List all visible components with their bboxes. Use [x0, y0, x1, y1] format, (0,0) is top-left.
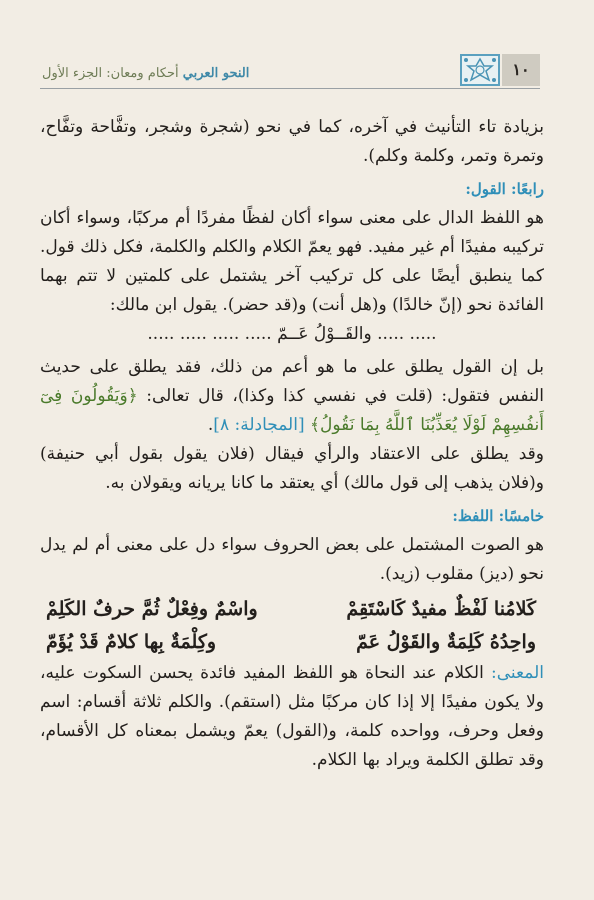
- meaning-text: الكلام عند النحاة هو اللفظ المفيد فائدة يحسن السكوت عليه، ولا يكون مفيدًا إلا إذا كان مركبًا مثل (استقم). والكلم ثلاثة أقسام: اسم وفعل وحرف، وواحده كلمة، و(القول) يعمّ ويشمل بمعناه كل الأقسام، وقد تطلق الكلمة ويراد بها الكلام.: [40, 663, 544, 770]
- paragraph-nafs: [40, 353, 544, 440]
- poem-line: [40, 593, 544, 626]
- paragraph-nafs-text: بل إن القول يطلق على ما هو أعم من ذلك، فقد يطلق على حديث النفس فتقول: (قلت في نفسي كذا وكذا)، قال تعالى:: [40, 357, 544, 406]
- poem-hemistich-left: وكِلْمَةٌ بِها كلامٌ قَدْ يُؤَمّ: [46, 631, 217, 653]
- paragraph-lafz: هو الصوت المشتمل على بعض الحروف سواء دل على معنى أم لم يدل نحو (ديز) مقلوب (زيد).: [40, 535, 544, 584]
- paragraph-nafs-end: .: [207, 415, 214, 435]
- page-header: [40, 52, 540, 90]
- alfiyya-poem: [40, 593, 544, 659]
- verse-fragment: ..... ..... والقَــوْلُ عَــمّ ..... ..... ..... .....: [147, 324, 437, 344]
- quran-verse: ﴿وَيَقُولُونَ فِىٓ أَنفُسِهِمْ لَوْلَا يُعَذِّبُنَا ٱللَّهُ بِمَا نَقُولُ﴾: [40, 386, 544, 435]
- brand-title: النحو العربي: [182, 66, 250, 81]
- poem-hemistich-left: واسْمٌ وفِعْلٌ ثُمَّ حرفٌ الكَلِمْ: [46, 598, 258, 620]
- paragraph-meaning: [40, 659, 544, 775]
- heading-lafz: خامسًا: اللفظ:: [452, 507, 544, 525]
- paragraph-itiqad: وقد يطلق على الاعتقاد والرأي فيقال (فلان يقول بقول أبي حنيفة) و(فلان يذهب إلى قول مالك) أي يعتقد ما كانا يريانه ويقولان به.: [40, 444, 544, 493]
- running-title: [42, 66, 249, 81]
- paragraph-qawl: هو اللفظ الدال على معنى سواء أكان لفظًا مفردًا أم مركبًا، وسواء أكان تركيبه مفيدًا أم غير مفيد. فهو يعمّ الكلام والكلم والكلمة، فكل ذلك قول. كما ينطبق أيضًا على كل تركيب آخر يشتمل على كلمتين لا تتم بهما الفائدة نحو (إنّ خالدًا) و(هل أنت) و(قد حضر). يقول ابن مالك:: [40, 208, 544, 315]
- book-title: أحكام ومعان: الجزء الأول: [42, 66, 179, 81]
- verse-reference: [المجادلة: ٨]: [213, 415, 310, 435]
- heading-qawl: رابعًا: القول:: [465, 180, 544, 198]
- ornament-icon: [460, 54, 500, 86]
- page-number: ١٠: [502, 54, 540, 86]
- poem-hemistich-right: واحِدُهُ كَلِمَةٌ والقَوْلُ عَمّ: [356, 631, 536, 653]
- header-rule: [40, 88, 540, 89]
- paragraph-plurals: بزيادة تاء التأنيث في آخره، كما في نحو (شجرة وشجر، وتفَّاحة وتفَّاح، وتمرة وتمر، وكلمة وكلم).: [40, 117, 544, 166]
- poem-line: [40, 626, 544, 659]
- page-body: [40, 113, 544, 775]
- poem-hemistich-right: كَلامُنا لَفْظٌ مفيدٌ كَاسْتَقِمْ: [346, 598, 536, 620]
- meaning-label: المعنى:: [491, 663, 544, 683]
